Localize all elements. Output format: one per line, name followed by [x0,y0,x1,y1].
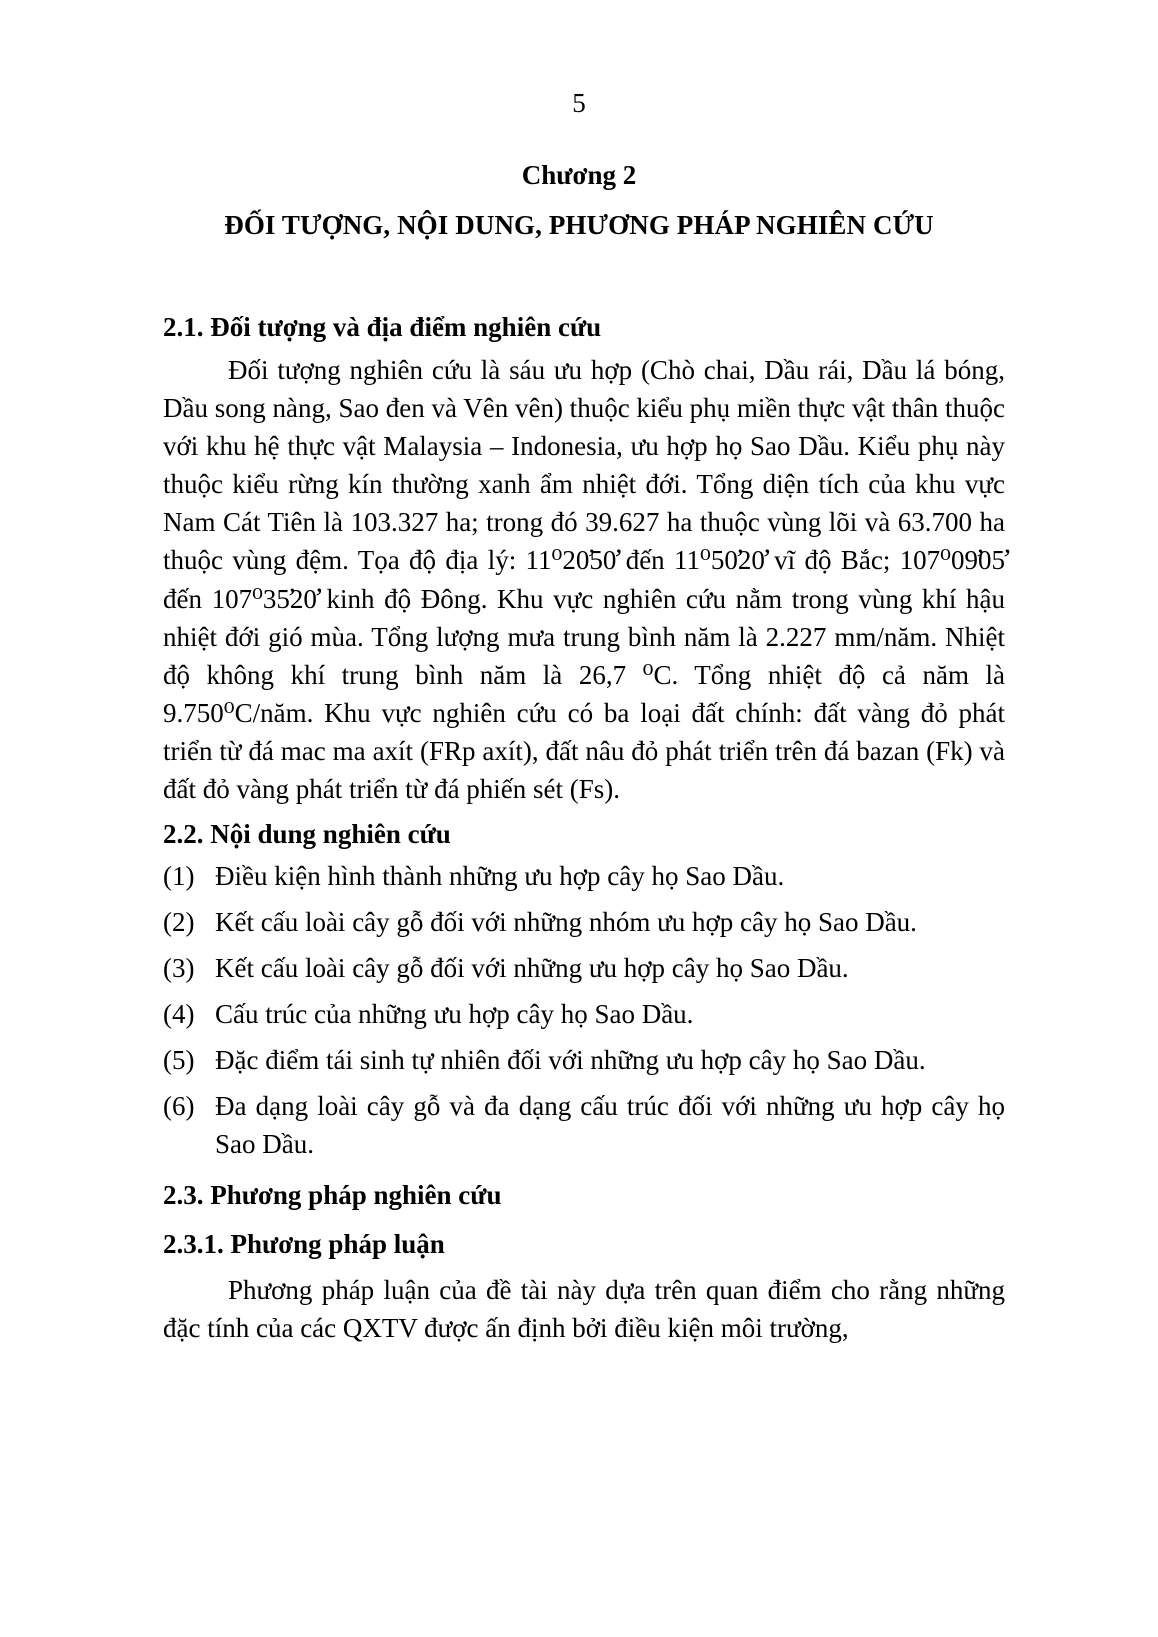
page-number: 5 [572,88,586,118]
list-item [163,903,1005,941]
list-item-number: (3) [163,953,195,984]
section-2-1-heading: 2.1. Đối tượng và địa điểm nghiên cứu [163,312,602,342]
chapter-title: ĐỐI TƯỢNG, NỘI DUNG, PHƯƠNG PHÁP NGHIÊN CỨU [224,210,934,240]
section-2-2-heading: 2.2. Nội dung nghiên cứu [163,819,451,850]
document-body [163,308,1005,1347]
list-item-text: Cấu trúc của những ưu hợp cây họ Sao Dầu. [215,999,694,1030]
list-item-number: (4) [163,999,195,1030]
section-2-3-1-heading: 2.3.1. Phương pháp luận [163,1229,445,1260]
list-item [163,1087,1005,1163]
section-2-3-heading: 2.3. Phương pháp nghiên cứu [163,1180,502,1211]
section-2-1-paragraph: Đối tượng nghiên cứu là sáu ưu hợp (Chò chai, Dầu rái, Dầu lá bóng, Dầu song nàng, Sao đen và Vên vên) thuộc kiểu phụ miền thực vật thân thuộc với khu hệ thực vật Malaysia – Indonesia, ưu hợp họ Sao Dầu. Kiểu phụ này thuộc kiểu rừng kín thường xanh ẩm nhiệt đới. Tổng diện tích của khu vực Nam Cát Tiên là 103.327 ha; trong đó 39.627 ha thuộc vùng lõi và 63.700 ha thuộc vùng đệm. Tọa độ địa lý: 11⁰20̛50̛̛ đến 11⁰50̛20̛̛ vĩ độ Bắc; 107⁰09̛05̛̛ đến 107⁰35̛20̛̛ kinh độ Đông. Khu vực nghiên cứu nằm trong vùng khí hậu nhiệt đới gió mùa. Tổng lượng mưa trung bình năm là 2.227 mm/năm. Nhiệt độ không khí trung bình năm là 26,7 ⁰C. Tổng nhiệt độ cả năm là 9.750⁰C/năm. Khu vực nghiên cứu có ba loại đất chính: đất vàng đỏ phát triển từ đá mac ma axít (FRp axít), đất nâu đỏ phát triển trên đá bazan (Fk) và đất đỏ vàng phát triển từ đá phiến sét (Fs). [163,355,1005,805]
list-item [163,857,1005,895]
list-item [163,949,1005,987]
list-item-number: (6) [163,1091,195,1122]
list-item-number: (1) [163,861,195,892]
list-item-number: (5) [163,1045,195,1076]
list-item [163,995,1005,1033]
list-item [163,1041,1005,1079]
list-item-text: Đa dạng loài cây gỗ và đa dạng cấu trúc đối với những ưu hợp cây họ Sao Dầu. [215,1091,1005,1160]
list-item-number: (2) [163,907,195,938]
list-item-text: Điều kiện hình thành những ưu hợp cây họ Sao Dầu. [215,861,785,892]
research-content-list [163,857,1005,1163]
list-item-text: Đặc điểm tái sinh tự nhiên đối với những ưu hợp cây họ Sao Dầu. [215,1045,926,1076]
list-item-text: Kết cấu loài cây gỗ đối với những ưu hợp cây họ Sao Dầu. [215,953,849,984]
list-item-text: Kết cấu loài cây gỗ đối với những nhóm ưu hợp cây họ Sao Dầu. [215,907,917,938]
section-2-3-1-paragraph: Phương pháp luận của đề tài này dựa trên quan điểm cho rằng những đặc tính của các QXTV được ấn định bởi điều kiện môi trường, [163,1275,1005,1344]
chapter-label: Chương 2 [521,160,637,190]
